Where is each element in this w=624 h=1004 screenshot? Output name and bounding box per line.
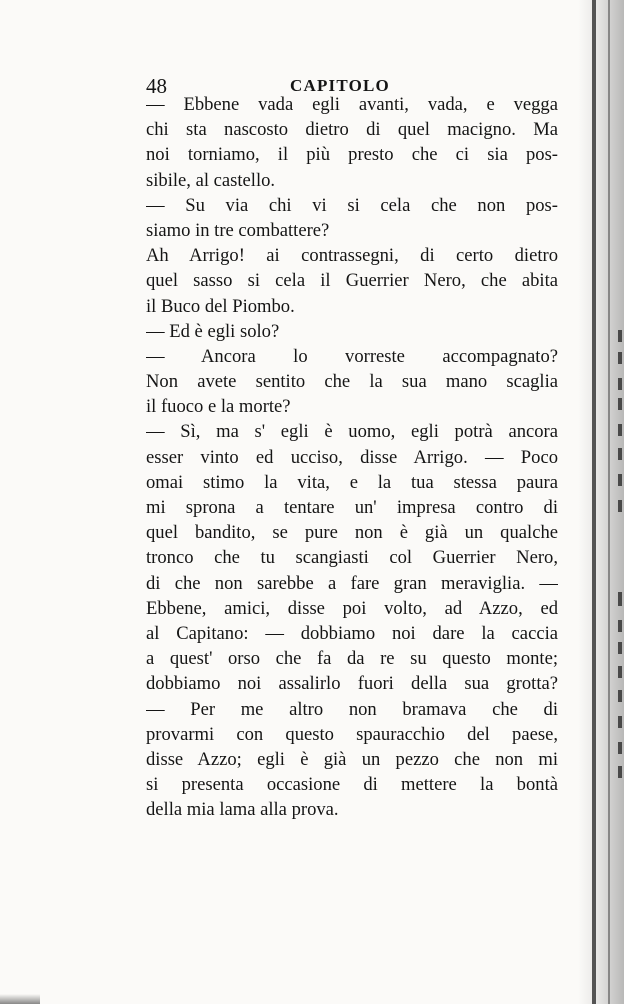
bleed-mark <box>618 474 622 486</box>
bleed-mark <box>618 766 622 778</box>
text-line: Ebbene, amici, disse poi volto, ad Azzo, ed <box>146 597 558 619</box>
bleed-mark <box>618 500 622 512</box>
text-line: noi torniamo, il più presto che ci sia pos- <box>146 144 558 166</box>
bleed-mark <box>618 592 622 606</box>
text-line: chi sta nascosto dietro di quel macigno. Ma <box>146 119 558 141</box>
text-line: quel sasso si cela il Guerrier Nero, che abita <box>146 270 558 292</box>
bleed-mark <box>618 448 622 460</box>
bleed-mark <box>618 642 622 654</box>
text-line: sibile, al castello. <box>146 169 276 191</box>
text-line: Non avete sentito che la sua mano scaglia <box>146 371 558 393</box>
binding-edge <box>592 0 596 1004</box>
text-line: Ah Arrigo! ai contrassegni, di certo dietro <box>146 245 558 267</box>
bleed-mark <box>618 424 622 436</box>
text-line: al Capitano: — dobbiamo noi dare la caccia <box>146 622 558 644</box>
body-text <box>146 92 558 822</box>
bleed-mark <box>618 352 622 364</box>
bleed-mark <box>618 690 622 702</box>
page-edge-mark <box>0 994 40 1004</box>
bleed-mark <box>618 620 622 632</box>
bleed-mark <box>618 378 622 390</box>
text-line: esser vinto ed ucciso, disse Arrigo. — Poco <box>146 446 558 468</box>
text-line: siamo in tre combattere? <box>146 219 330 241</box>
bleed-mark <box>618 398 622 410</box>
text-line: disse Azzo; egli è già un pezzo che non mi <box>146 748 558 770</box>
binding-edge-secondary <box>608 0 610 1004</box>
text-line: mi sprona a tentare un' impresa contro di <box>146 497 558 518</box>
text-line: tronco che tu scangiasti col Guerrier Nero, <box>146 547 558 569</box>
text-line: omai stimo la vita, e la tua stessa paura <box>146 471 558 493</box>
text-line: di che non sarebbe a fare gran meraviglia. — <box>146 572 558 594</box>
text-line: dobbiamo noi assalirlo fuori della sua grotta? <box>146 673 558 695</box>
running-head: CAPITOLO <box>290 76 390 95</box>
text-line: della mia lama alla prova. <box>146 799 339 821</box>
text-line: — Ebbene vada egli avanti, vada, e vegga <box>146 94 558 115</box>
text-line: si presenta occasione di mettere la bontà <box>146 774 558 796</box>
bleed-mark <box>618 742 622 754</box>
text-line: — Ed è egli solo? <box>146 320 280 342</box>
text-line: — Per me altro non bramava che di <box>146 698 558 720</box>
bleed-mark <box>618 716 622 728</box>
text-line: il Buco del Piombo. <box>146 295 295 317</box>
text-line: a quest' orso che fa da re su questo monte; <box>146 648 558 670</box>
bleed-mark <box>618 666 622 678</box>
text-line: provarmi con questo spauracchio del paese, <box>146 723 558 745</box>
text-line: — Ancora lo vorreste accompagnato? <box>146 345 558 367</box>
page-number: 48 <box>146 74 167 98</box>
bleed-mark <box>618 330 622 342</box>
text-line: — Sì, ma s' egli è uomo, egli potrà ancora <box>146 421 558 443</box>
text-line: quel bandito, se pure non è già un qualche <box>146 522 558 544</box>
text-line: il fuoco e la morte? <box>146 396 291 418</box>
text-line: — Su via chi vi si cela che non pos- <box>146 194 558 216</box>
